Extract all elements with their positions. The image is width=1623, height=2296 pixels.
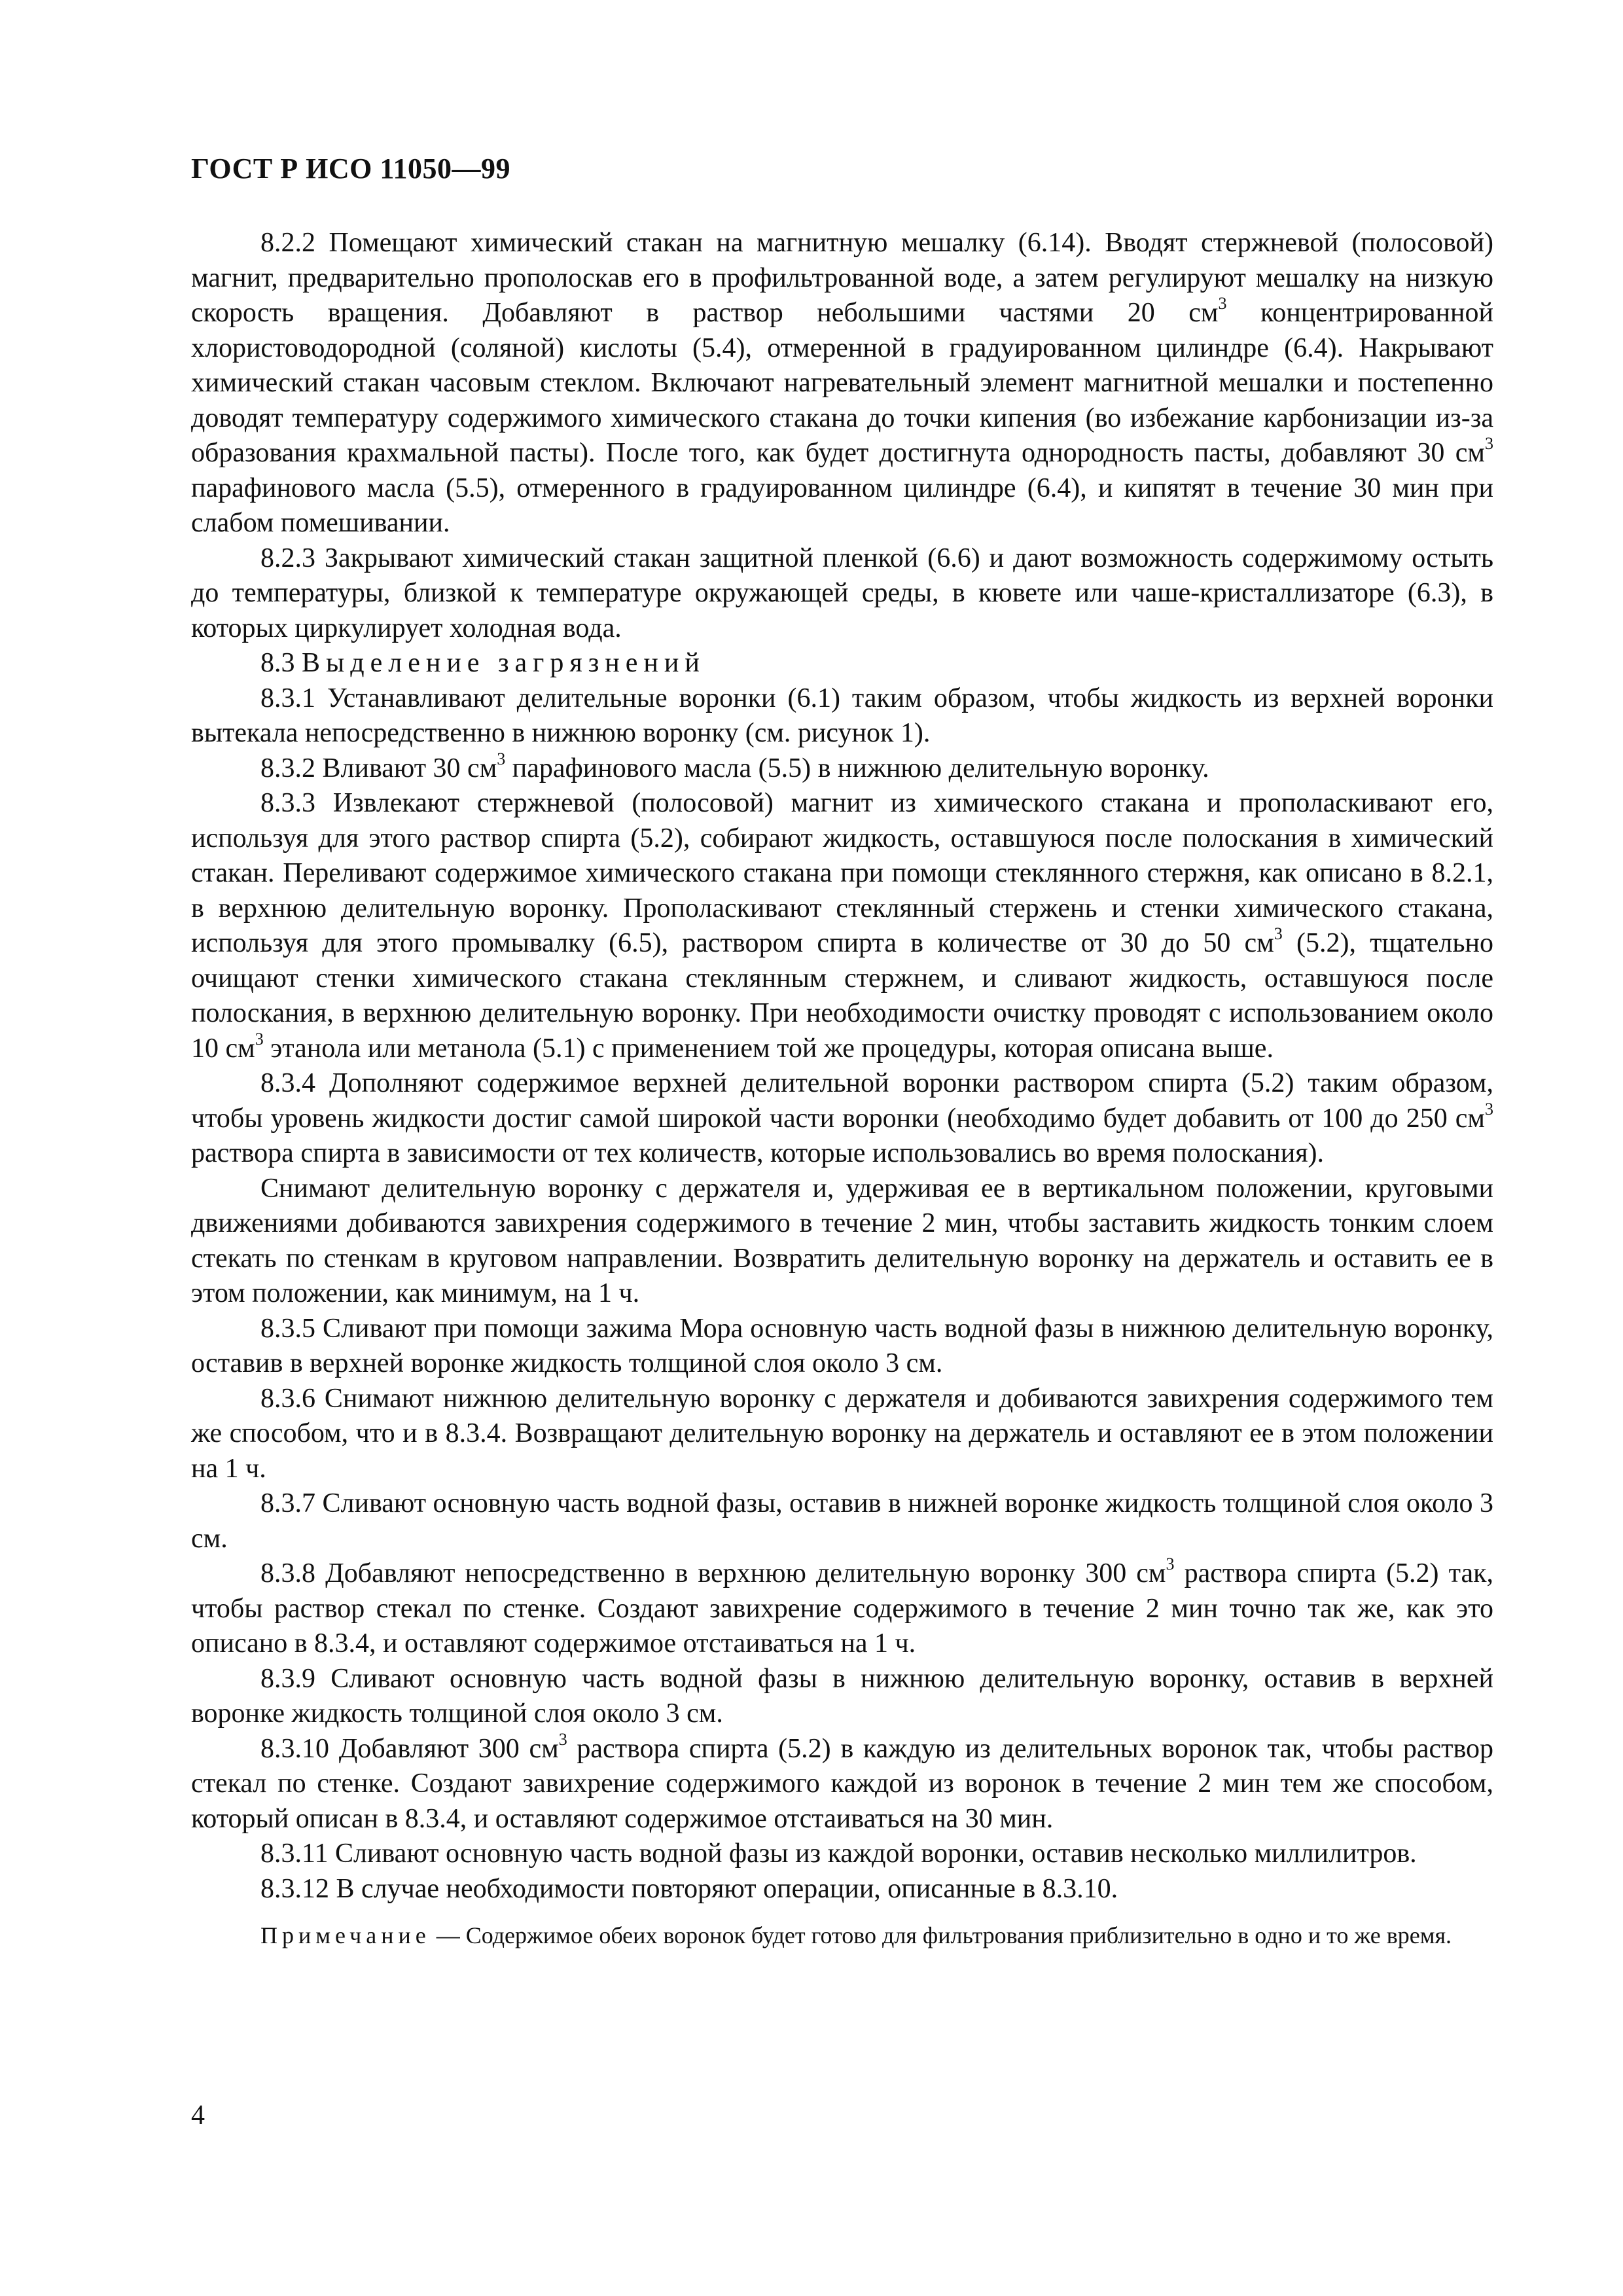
paragraph-8-3-10: 8.3.10 Добавляют 300 $см^3$ раствора спирта (5.2) в каждую из делительных воронок так, чтобы раствор стекал по стенке. Создают завихрение содержимого каждой из воронок в течение 2 мин тем же способом, который описан в 8.3.4, и оставляют содержимое отстаиваться на 30 мин. bbox=[191, 1729, 1493, 1834]
paragraph-8-3-6: 8.3.6 Снимают нижнюю делительную воронку с держателя и добиваются завихрения содержимого тем же способом, что и в 8.3.4. Возвращают делительную воронку на держатель и оставляют ее в этом положении на 1 ч. bbox=[191, 1383, 1494, 1484]
document-body bbox=[191, 226, 1493, 1950]
clause-number: 8.3.4 bbox=[260, 1068, 315, 1098]
clause-number: 8.3.11 bbox=[260, 1839, 329, 1869]
note-label: Примечание bbox=[260, 1922, 431, 1948]
paragraph-8-3-9: 8.3.9 Сливают основную часть водной фазы в нижнюю делительную воронку, оставив в верхней воронке жидкость толщиной слоя около 3 см. bbox=[191, 1663, 1493, 1729]
note bbox=[191, 1921, 1493, 1950]
clause-number: 8.3.7 bbox=[260, 1488, 315, 1518]
clause-number: 8.3.6 bbox=[260, 1383, 315, 1414]
clause-number: 8.3.5 bbox=[260, 1313, 315, 1344]
paragraph-8-3-2: 8.3.2 Вливают 30 $см^3$ парафинового масла (5.5) в нижнюю делительную воронку. bbox=[260, 749, 1209, 783]
clause-number: 8.2.3 bbox=[260, 543, 315, 573]
clause-number: 8.3.2 bbox=[260, 753, 315, 783]
paragraph-8-2-2: 8.2.2 Помещают химический стакан на магнитную мешалку (6.14). Вводят стержневой (полосовой) магнит, предварительно прополоскав его в профильтрованной воде, а затем регулируют мешалку на низкую скорость вращения. Добавляют в раствор небольшими частями 20 $см^3$ концентрированной хлористоводородной (соляной) кислоты (5.4), отмеренной в градуированном цилиндре (6.4). Накрывают химический стакан часовым стеклом. Включают нагревательный элемент магнитной мешалки и постепенно доводят температуру содержимого химического стакана до точки кипения (во избежание карбонизации из-за образования крахмальной пасты). После того, как будет достигнута однородность пасты, добавляют 30 $см^3$ парафинового масла (5.5), отмеренного в градуированном цилиндре (6.4), и кипятят в течение 30 мин при слабом помешивании. bbox=[191, 228, 1494, 538]
clause-number: 8.3.3 bbox=[260, 788, 315, 818]
section-heading-8-3: 8.3 Выделение загрязнений bbox=[260, 648, 705, 678]
paragraph-8-3-12: 8.3.12 В случае необходимости повторяют операции, описанные в 8.3.10. bbox=[260, 1873, 1118, 1904]
clause-number: 8.3.10 bbox=[260, 1733, 329, 1764]
paragraph-8-3-3: 8.3.3 Извлекают стержневой (полосовой) магнит из химического стакана и прополаскивают его, используя для этого раствор спирта (5.2), собирают жидкость, оставшуюся после полоскания в химический стакан. Переливают содержимое химического стакана при помощи стеклянного стержня, как описано в 8.2.1, в верхнюю делительную воронку. Прополаскивают стеклянный стержень и стенки химического стакана, используя для этого промывалку (6.5), раствором спирта в количестве от 30 до 50 $см^3$ (5.2), тщательно очищают стенки химического стакана стеклянным стержнем, и сливают жидкость, оставшуюся после полоскания, в верхнюю делительную воронку. При необходимости очистку проводят с использованием около 10 $см^3$ этанола или метанола (5.1) с применением той же процедуры, которая описана выше. bbox=[191, 788, 1493, 1064]
note-text: — Содержимое обеих воронок будет готово для фильтрования приблизительно в одно и то же время. bbox=[430, 1922, 1452, 1948]
document-header: ГОСТ Р ИСО 11050—99 bbox=[191, 152, 510, 185]
paragraph-8-2-3: 8.2.3 Закрывают химический стакан защитной пленкой (6.6) и дают возможность содержимому остыть до температуры, близкой к температуре окружающей среды, в кювете или чаше-кристаллизаторе (6.3), в которых циркулирует холодная вода. bbox=[191, 543, 1493, 643]
paragraph-8-3-4-continued: Снимают делительную воронку с держателя и, удерживая ее в вертикальном положении, круговыми движениями добиваются завихрения содержимого в течение 2 мин, чтобы заставить жидкость тонким слоем стекать по стенкам в круговом направлении. Возвратить делительную воронку на держатель и оставить ее в этом положении, как минимум, на 1 ч. bbox=[191, 1173, 1493, 1308]
clause-number: 8.3.9 bbox=[260, 1663, 315, 1694]
section-title: Выделение загрязнений bbox=[302, 648, 705, 678]
page-number: 4 bbox=[191, 2100, 205, 2130]
paragraph-8-3-5: 8.3.5 Сливают при помощи зажима Мора основную часть водной фазы в нижнюю делительную воронку, оставив в верхней воронке жидкость толщиной слоя около 3 см. bbox=[191, 1313, 1494, 1378]
clause-number: 8.3.8 bbox=[260, 1558, 315, 1588]
paragraph-8-3-11: 8.3.11 Сливают основную часть водной фазы из каждой воронки, оставив несколько миллилитров. bbox=[260, 1839, 1417, 1869]
paragraph-8-3-7: 8.3.7 Сливают основную часть водной фазы, оставив в нижней воронке жидкость толщиной слоя около 3 см. bbox=[191, 1488, 1493, 1554]
paragraph-8-3-1: 8.3.1 Устанавливают делительные воронки (6.1) таким образом, чтобы жидкость из верхней воронки вытекала непосредственно в нижнюю воронку (см. рисунок 1). bbox=[191, 683, 1494, 748]
paragraph-8-3-4: 8.3.4 Дополняют содержимое верхней делительной воронки раствором спирта (5.2) таким образом, чтобы уровень жидкости достиг самой широкой части воронки (необходимо будет добавить от 100 до 250 $см^3$ раствора спирта в зависимости от тех количеств, которые использовались во время полоскания). bbox=[191, 1068, 1493, 1168]
clause-number: 8.3.1 bbox=[260, 683, 315, 713]
clause-number: 8.2.2 bbox=[260, 228, 315, 258]
clause-number: 8.3.12 bbox=[260, 1873, 329, 1904]
paragraph-8-3-8: 8.3.8 Добавляют непосредственно в верхнюю делительную воронку 300 $см^3$ раствора спирта (5.2) так, чтобы раствор стекал по стенке. Создают завихрение содержимого в течение 2 мин точно так же, как это описано в 8.3.4, и оставляют содержимое отстаиваться на 1 ч. bbox=[191, 1554, 1494, 1659]
